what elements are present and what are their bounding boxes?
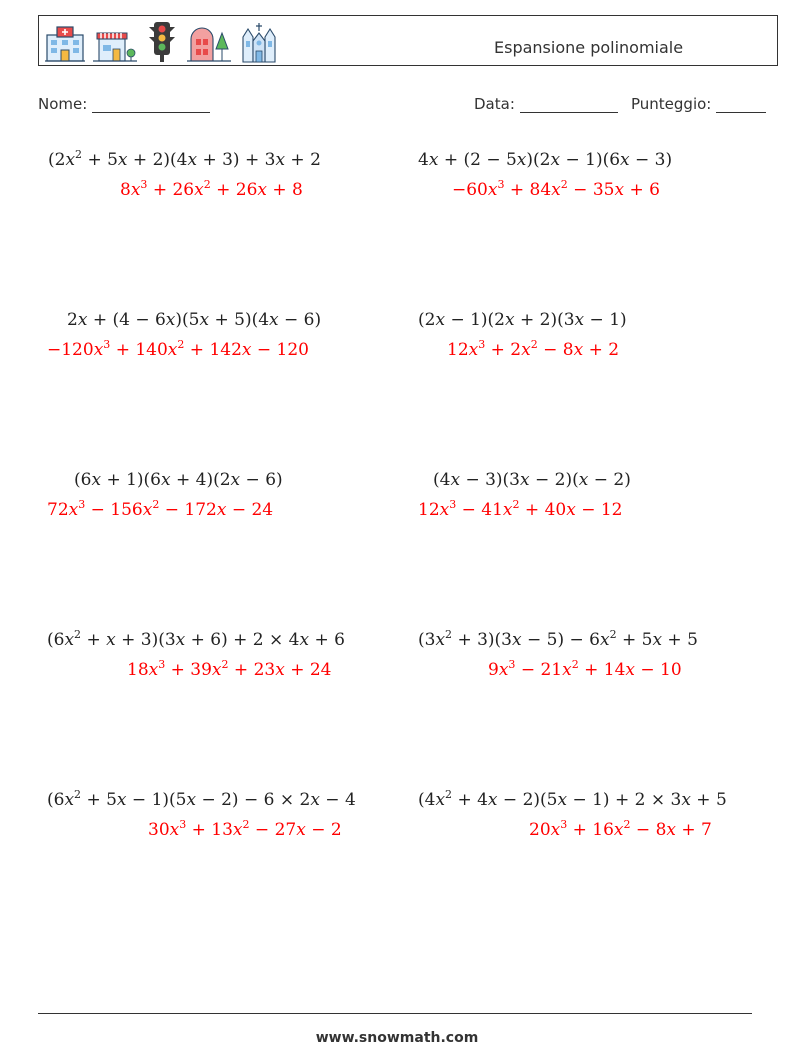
problem-expression: (6x + 1)(6x + 4)(2x − 6) (74, 470, 283, 490)
header-icons (45, 21, 279, 63)
exponent: 2 (74, 628, 82, 641)
variable-x: x (625, 660, 635, 680)
exponent: 3 (103, 338, 111, 351)
variable-x: x (116, 790, 127, 810)
variable-x: x (232, 820, 243, 840)
variable-x: x (620, 150, 630, 170)
variable-x: x (573, 340, 584, 360)
exponent: 3 (179, 818, 187, 831)
score-field[interactable] (631, 95, 766, 113)
problem-answer: $12x^3 + 2x^2 - 8x + 2$ (447, 338, 620, 360)
variable-x: x (652, 630, 663, 650)
exponent: 3 (560, 818, 568, 831)
variable-x: x (241, 340, 252, 360)
variable-x: x (435, 630, 446, 650)
score-line[interactable] (716, 98, 766, 113)
variable-x: x (211, 660, 222, 680)
variable-x: x (551, 180, 561, 200)
date-line[interactable] (520, 98, 618, 113)
variable-x: x (550, 150, 561, 170)
problem-answer: $30x^3 + 13x^2 - 27x - 2$ (148, 818, 342, 840)
exponent: 3 (78, 498, 86, 511)
variable-x: x (516, 150, 527, 170)
exponent: 2 (530, 338, 538, 351)
hospital-icon (45, 25, 85, 63)
problem-expression: 4x + (2 − 5x)(2x − 1)(6x − 3) (418, 150, 673, 170)
exponent: 3 (449, 498, 457, 511)
problem-answer: $72x^3 - 156x^2 - 172x - 24$ (47, 498, 274, 520)
exponent: 2 (571, 658, 579, 671)
variable-x: x (578, 470, 589, 490)
variable-x: x (487, 790, 498, 810)
exponent: 2 (152, 498, 160, 511)
variable-x: x (439, 500, 450, 520)
variable-x: x (91, 470, 102, 490)
problem-answer: $-60x^3 + 84x^2 - 35x + 6$ (452, 178, 660, 200)
variable-x: x (77, 310, 88, 330)
problem-expression: (2x − 1)(2x + 2)(3x − 1) (418, 310, 627, 330)
variable-x: x (520, 470, 530, 490)
variable-x: x (681, 790, 691, 810)
variable-x: x (599, 630, 610, 650)
problem-expression: $(6x^2 + x + 3)(3x + 6) + 2 \times 4x + 6$ (47, 628, 345, 650)
problem-answer: $20x^3 + 16x^2 - 8x + 7$ (529, 818, 712, 840)
name-label: Nome: (38, 95, 88, 113)
variable-x: x (275, 150, 286, 170)
date-field[interactable] (474, 95, 618, 113)
variable-x: x (65, 150, 76, 170)
variable-x: x (550, 820, 561, 840)
variable-x: x (614, 180, 625, 200)
exponent: 3 (158, 658, 166, 671)
worksheet-header (38, 15, 778, 66)
variable-x: x (557, 790, 568, 810)
variable-x: x (187, 150, 198, 170)
traffic-light-icon (145, 21, 179, 63)
variable-x: x (299, 630, 310, 650)
variable-x: x (435, 790, 446, 810)
variable-x: x (512, 630, 522, 650)
exponent: 2 (445, 628, 453, 641)
variable-x: x (498, 660, 509, 680)
variable-x: x (169, 820, 180, 840)
variable-x: x (574, 310, 585, 330)
variable-x: x (130, 180, 141, 200)
exponent: 2 (221, 658, 229, 671)
exponent: 3 (478, 338, 486, 351)
variable-x: x (505, 310, 515, 330)
problem-answer: $9x^3 - 21x^2 + 14x - 10$ (488, 658, 682, 680)
variable-x: x (199, 310, 210, 330)
exponent: 2 (242, 818, 250, 831)
variable-x: x (428, 150, 439, 170)
variable-x: x (521, 340, 531, 360)
variable-x: x (502, 500, 513, 520)
variable-x: x (269, 310, 279, 330)
exponent: 3 (497, 178, 505, 191)
variable-x: x (106, 630, 116, 650)
exponent: 2 (445, 788, 453, 801)
variable-x: x (194, 180, 204, 200)
variable-x: x (64, 630, 75, 650)
variable-x: x (275, 660, 285, 680)
exponent: 2 (512, 498, 520, 511)
exponent: 2 (75, 148, 83, 161)
problem-answer: $18x^3 + 39x^2 + 23x + 24$ (127, 658, 332, 680)
worksheet-title: Espansione polinomiale (494, 38, 684, 57)
variable-x: x (566, 500, 576, 520)
variable-x: x (161, 470, 171, 490)
variable-x: x (186, 790, 197, 810)
exponent: 2 (623, 818, 631, 831)
variable-x: x (666, 820, 676, 840)
variable-x: x (117, 150, 128, 170)
exponent: 2 (560, 178, 568, 191)
variable-x: x (68, 500, 79, 520)
exponent: 3 (140, 178, 148, 191)
variable-x: x (216, 500, 227, 520)
variable-x: x (468, 340, 479, 360)
variable-x: x (142, 500, 153, 520)
variable-x: x (64, 790, 75, 810)
problem-expression: $(6x^2 + 5x - 1)(5x - 2) - 6 \times 2x - 4$ (47, 788, 356, 810)
house-tree-icon (187, 25, 231, 63)
variable-x: x (93, 340, 104, 360)
problem-expression: 2x + (4 − 6x)(5x + 5)(4x − 6) (67, 310, 322, 330)
variable-x: x (175, 630, 186, 650)
exponent: 3 (508, 658, 516, 671)
variable-x: x (148, 660, 159, 680)
problem-answer: $8x^3 + 26x^2 + 26x + 8$ (120, 178, 303, 200)
exponent: 2 (74, 788, 82, 801)
problem-answer: $-120x^3 + 140x^2 + 142x - 120$ (47, 338, 309, 360)
exponent: 2 (177, 338, 185, 351)
variable-x: x (435, 310, 446, 330)
variable-x: x (230, 470, 241, 490)
name-line[interactable] (92, 98, 210, 113)
date-label: Data: (474, 95, 515, 113)
variable-x: x (165, 310, 176, 330)
variable-x: x (296, 820, 306, 840)
variable-x: x (562, 660, 572, 680)
problem-expression: $(3x^2 + 3)(3x - 5) - 6x^2 + 5x + 5$ (418, 628, 698, 650)
shop-icon (93, 25, 137, 63)
name-field[interactable] (38, 95, 210, 113)
score-label: Punteggio: (631, 95, 712, 113)
variable-x: x (487, 180, 498, 200)
problem-expression: $(4x^2 + 4x - 2)(5x - 1) + 2 \times 3x + 5$ (418, 788, 727, 810)
exponent: 2 (609, 628, 617, 641)
problem-expression: $(2x^2 + 5x + 2)(4x + 3) + 3x + 2$ (48, 148, 321, 170)
footer-divider (38, 1013, 752, 1014)
footer-url[interactable]: www.snowmath.com (315, 1030, 479, 1046)
variable-x: x (310, 790, 320, 810)
exponent: 2 (203, 178, 211, 191)
variable-x: x (613, 820, 624, 840)
variable-x: x (257, 180, 267, 200)
problem-expression: (4x − 3)(3x − 2)(x − 2) (433, 470, 631, 490)
problem-answer: $12x^3 - 41x^2 + 40x - 12$ (418, 498, 623, 520)
variable-x: x (450, 470, 461, 490)
variable-x: x (167, 340, 178, 360)
church-icon (239, 21, 279, 63)
